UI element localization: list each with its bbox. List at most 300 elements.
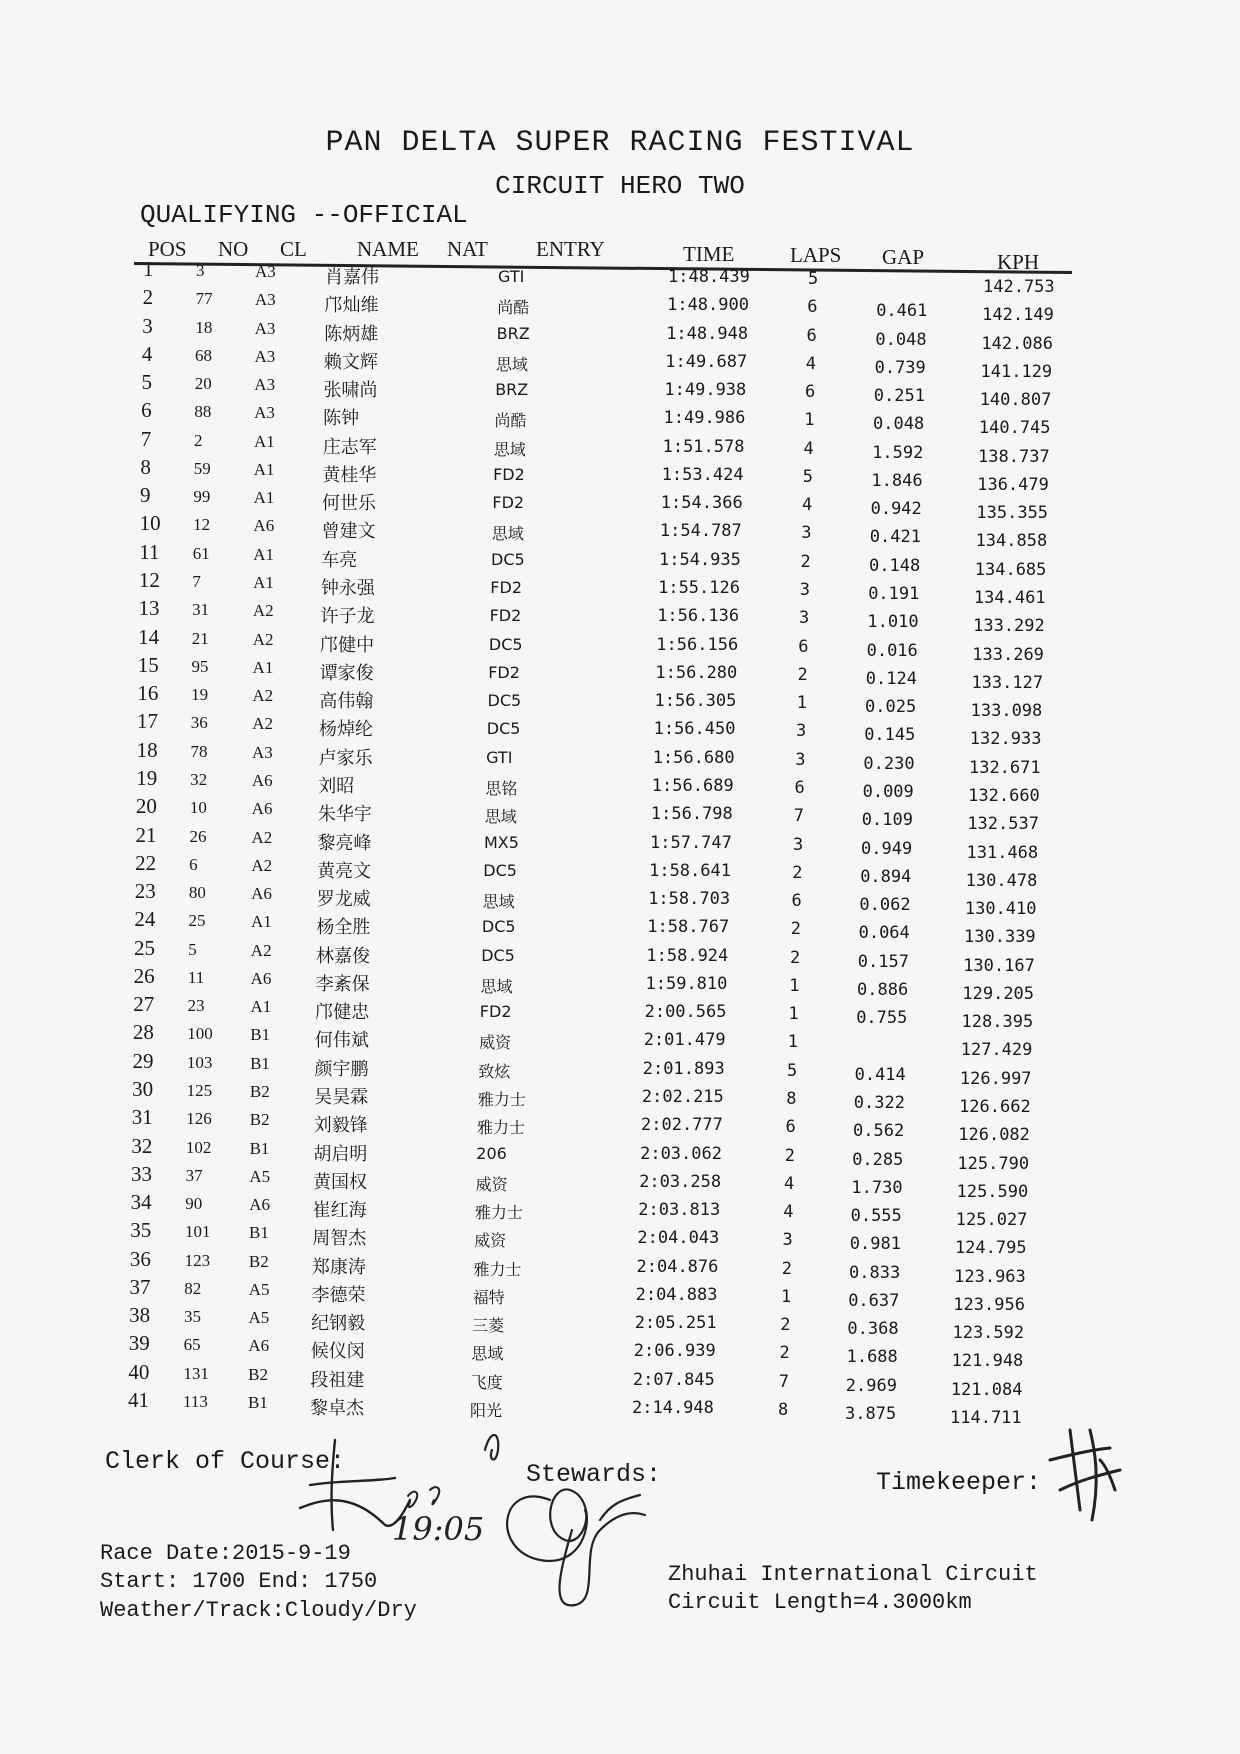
cell-cl: A3 — [254, 290, 276, 310]
cell-pos: 18 — [136, 737, 158, 762]
cell-kph: 121.948 — [951, 1351, 1024, 1372]
cell-entry: BRZ — [496, 323, 530, 343]
cell-name: 黄亮文 — [317, 860, 372, 882]
cell-gap: 0.739 — [874, 357, 926, 378]
cell-name: 胡启明 — [313, 1143, 368, 1165]
cell-kph: 142.149 — [982, 305, 1054, 326]
cell-pos: 30 — [132, 1076, 154, 1101]
cell-name: 邝健忠 — [315, 1002, 370, 1024]
cell-no: 100 — [187, 1024, 213, 1044]
cell-name: 杨全胜 — [316, 917, 371, 939]
cell-no: 10 — [189, 798, 207, 818]
cell-entry: FD2 — [493, 464, 525, 484]
stewards-label: Stewards: — [526, 1460, 662, 1489]
cell-time: 2:00.565 — [644, 1002, 727, 1023]
cell-gap: 0.322 — [853, 1092, 905, 1113]
cell-kph: 126.997 — [959, 1068, 1032, 1089]
cell-laps: 5 — [787, 1060, 798, 1081]
cell-entry: 雅力士 — [473, 1259, 522, 1279]
cell-no: 20 — [194, 374, 212, 394]
cell-time: 1:55.126 — [658, 578, 740, 599]
cell-cl: B1 — [249, 1138, 270, 1158]
cell-no: 90 — [185, 1194, 203, 1214]
cell-time: 1:58.767 — [647, 917, 730, 938]
cell-name: 段祖建 — [310, 1369, 365, 1391]
cell-laps: 5 — [802, 466, 813, 487]
cell-kph: 123.963 — [954, 1266, 1026, 1287]
cell-cl: A1 — [253, 488, 275, 508]
cell-cl: A6 — [251, 770, 273, 790]
cell-kph: 123.592 — [952, 1323, 1025, 1344]
cell-time: 1:56.136 — [657, 606, 740, 627]
cell-cl: B1 — [250, 1025, 271, 1045]
cell-no: 102 — [185, 1137, 212, 1157]
cell-cl: A6 — [250, 968, 272, 988]
cell-gap: 0.191 — [868, 584, 920, 605]
cell-entry: 威资 — [479, 1033, 512, 1053]
cell-time: 2:05.251 — [634, 1313, 717, 1334]
cell-laps: 4 — [802, 495, 813, 516]
cell-name: 谭家俊 — [319, 662, 374, 684]
cell-no: 126 — [186, 1109, 212, 1129]
cell-gap: 0.421 — [869, 527, 921, 548]
cell-time: 1:56.280 — [655, 662, 738, 683]
cell-gap: 0.894 — [860, 866, 912, 887]
cell-kph: 142.086 — [981, 333, 1053, 354]
cell-time: 2:01.893 — [642, 1058, 725, 1079]
cell-name: 张啸尚 — [323, 380, 378, 402]
cell-name: 李紊保 — [315, 973, 370, 995]
cell-entry: FD2 — [492, 493, 525, 513]
cell-pos: 36 — [129, 1246, 151, 1271]
header-no: NO — [218, 237, 249, 261]
cell-laps: 6 — [807, 297, 818, 318]
cell-laps: 2 — [790, 947, 801, 968]
cell-entry: 思域 — [491, 524, 524, 544]
cell-time: 1:48.948 — [666, 323, 749, 344]
cell-laps: 1 — [788, 1004, 799, 1025]
cell-kph: 133.098 — [970, 701, 1043, 722]
cell-cl: A3 — [254, 318, 276, 338]
cell-pos: 10 — [139, 511, 161, 536]
cell-pos: 25 — [134, 935, 155, 960]
start-end: Start: 1700 End: 1750 — [100, 1569, 378, 1594]
cell-entry: FD2 — [479, 1002, 512, 1022]
cell-cl: A6 — [251, 799, 273, 819]
clerk-signature — [290, 1430, 500, 1560]
cell-name: 颜宇鹏 — [314, 1058, 369, 1080]
cell-kph: 125.590 — [956, 1181, 1029, 1202]
cell-kph: 133.269 — [972, 644, 1044, 665]
cell-kph: 124.795 — [954, 1238, 1027, 1259]
cell-entry: MX5 — [484, 832, 519, 852]
cell-laps: 4 — [805, 353, 816, 374]
cell-name: 邝健中 — [320, 634, 375, 656]
cell-time: 1:48.439 — [668, 267, 750, 287]
cell-time: 1:56.156 — [656, 634, 739, 655]
cell-name: 吴昊霖 — [314, 1086, 369, 1108]
header-cl: CL — [280, 237, 307, 261]
cell-laps: 3 — [801, 523, 812, 544]
cell-pos: 3 — [142, 313, 153, 338]
cell-gap: 0.942 — [870, 499, 922, 520]
timekeeper-signature — [1040, 1420, 1130, 1530]
cell-no: 82 — [184, 1278, 202, 1298]
cell-pos: 32 — [131, 1133, 153, 1158]
cell-pos: 17 — [137, 709, 158, 734]
cell-no: 35 — [183, 1307, 201, 1327]
cell-time: 2:07.845 — [632, 1369, 715, 1390]
cell-entry: 尚酷 — [494, 411, 527, 431]
cell-cl: A5 — [249, 1166, 271, 1186]
cell-gap: 0.148 — [869, 555, 921, 576]
cell-no: 5 — [188, 939, 197, 959]
cell-gap: 2.969 — [845, 1375, 897, 1396]
cell-time: 2:03.258 — [639, 1171, 722, 1192]
cell-entry: 思域 — [480, 976, 513, 996]
cell-no: 19 — [191, 685, 209, 705]
cell-name: 卢家乐 — [318, 747, 373, 769]
cell-pos: 27 — [133, 992, 155, 1017]
cell-cl: A2 — [252, 601, 274, 621]
cell-no: 125 — [186, 1080, 213, 1100]
cell-gap: 1.010 — [867, 612, 919, 633]
cell-gap: 0.886 — [857, 979, 909, 1000]
cell-laps: 6 — [806, 325, 817, 346]
cell-time: 1:56.798 — [650, 804, 733, 825]
cell-cl: B2 — [249, 1110, 270, 1130]
cell-gap: 0.064 — [858, 923, 910, 944]
cell-pos: 39 — [128, 1331, 150, 1356]
cell-no: 26 — [189, 826, 207, 846]
cell-time: 1:57.747 — [650, 832, 732, 853]
cell-kph: 132.671 — [968, 757, 1041, 778]
cell-gap: 0.414 — [854, 1064, 906, 1085]
cell-cl: B1 — [250, 1053, 270, 1073]
cell-laps: 6 — [805, 382, 816, 403]
cell-laps: 2 — [784, 1145, 795, 1166]
cell-entry: DC5 — [486, 719, 521, 739]
header-pos: POS — [148, 237, 187, 261]
cell-pos: 21 — [135, 822, 157, 847]
cell-gap: 0.109 — [861, 810, 913, 831]
cell-no: 25 — [188, 911, 206, 931]
cell-no: 123 — [184, 1250, 211, 1270]
cell-entry: GTI — [498, 267, 525, 286]
cell-no: 18 — [195, 317, 213, 337]
cell-name: 朱华宇 — [317, 804, 372, 826]
cell-gap: 0.833 — [849, 1262, 901, 1283]
cell-cl: A1 — [250, 997, 272, 1017]
cell-laps: 2 — [792, 862, 803, 883]
cell-entry: 思铭 — [485, 778, 518, 798]
cell-kph: 135.355 — [976, 503, 1049, 524]
cell-kph: 132.537 — [967, 814, 1039, 835]
cell-time: 1:49.986 — [663, 408, 746, 429]
cell-laps: 5 — [808, 269, 819, 289]
cell-name: 刘昭 — [318, 775, 355, 797]
cell-entry: 雅力士 — [474, 1203, 523, 1223]
cell-kph: 129.205 — [962, 983, 1035, 1004]
cell-pos: 8 — [140, 454, 151, 479]
cell-no: 78 — [190, 741, 208, 761]
cell-gap: 0.562 — [853, 1121, 905, 1142]
stewards-signature — [480, 1420, 660, 1620]
cell-no: 23 — [187, 996, 205, 1016]
cell-name: 纪钢毅 — [311, 1313, 366, 1335]
cell-pos: 35 — [130, 1218, 152, 1243]
header-laps: LAPS — [790, 243, 842, 267]
cell-entry: FD2 — [489, 606, 522, 626]
cell-kph: 125.027 — [955, 1210, 1028, 1231]
cell-gap: 1.688 — [846, 1347, 898, 1368]
cell-pos: 23 — [134, 879, 156, 904]
cell-pos: 40 — [128, 1359, 150, 1384]
cell-cl: A2 — [252, 629, 274, 649]
cell-entry: 思域 — [482, 892, 515, 912]
cell-pos: 41 — [128, 1388, 149, 1412]
cell-name: 车亮 — [321, 549, 358, 571]
cell-laps: 7 — [778, 1371, 789, 1392]
cell-no: 36 — [190, 713, 208, 733]
cell-time: 2:04.876 — [636, 1256, 719, 1277]
cell-gap: 0.157 — [857, 951, 909, 972]
cell-time: 1:56.689 — [651, 775, 734, 796]
cell-time: 1:53.424 — [661, 464, 744, 485]
timekeeper-label: Timekeeper: — [876, 1468, 1042, 1497]
cell-kph: 136.479 — [977, 474, 1049, 495]
cell-time: 1:54.935 — [659, 549, 741, 570]
weather-track: Weather/Track:Cloudy/Dry — [100, 1598, 417, 1623]
cell-name: 陈炳雄 — [324, 323, 379, 345]
cell-pos: 2 — [142, 285, 154, 310]
cell-no: 80 — [188, 883, 206, 903]
cell-entry: DC5 — [491, 549, 525, 569]
cell-name: 李德荣 — [311, 1284, 366, 1306]
cell-cl: A6 — [249, 1195, 270, 1215]
cell-laps: 1 — [787, 1032, 798, 1053]
cell-name: 赖文辉 — [323, 351, 378, 373]
cell-laps: 4 — [784, 1173, 795, 1194]
cell-kph: 127.429 — [960, 1040, 1033, 1061]
cell-no: 77 — [195, 289, 213, 309]
event-title: PAN DELTA SUPER RACING FESTIVAL — [325, 126, 915, 160]
cell-entry: 福特 — [472, 1287, 505, 1307]
cell-time: 2:03.062 — [640, 1143, 722, 1164]
cell-laps: 1 — [796, 693, 807, 714]
cell-kph: 132.933 — [969, 729, 1042, 750]
cell-time: 2:04.883 — [635, 1284, 718, 1305]
cell-time: 1:58.703 — [648, 889, 731, 910]
cell-kph: 123.956 — [953, 1294, 1025, 1315]
cell-pos: 5 — [141, 370, 152, 395]
cell-cl: A2 — [251, 827, 273, 847]
cell-time: 1:58.641 — [649, 860, 731, 881]
cell-gap: 0.637 — [848, 1290, 900, 1311]
cell-no: 3 — [196, 261, 205, 280]
cell-pos: 26 — [133, 963, 155, 988]
cell-gap: 1.592 — [872, 442, 924, 463]
cell-time: 1:56.305 — [654, 691, 737, 712]
cell-kph: 134.858 — [975, 531, 1048, 552]
cell-time: 1:56.680 — [652, 747, 735, 768]
cell-no: 37 — [185, 1165, 203, 1185]
cell-time: 2:04.043 — [637, 1228, 720, 1249]
cell-cl: A1 — [253, 459, 275, 479]
cell-no: 61 — [192, 543, 210, 563]
cell-kph: 141.129 — [980, 361, 1053, 382]
cell-laps: 1 — [804, 410, 815, 431]
cell-no: 101 — [184, 1222, 211, 1242]
cell-time: 1:51.578 — [662, 436, 745, 457]
cell-entry: 思域 — [484, 807, 517, 827]
cell-gap: 0.285 — [852, 1149, 904, 1170]
cell-entry: 雅力士 — [477, 1118, 526, 1138]
cell-kph: 121.084 — [950, 1379, 1023, 1400]
cell-kph: 133.127 — [971, 672, 1044, 693]
cell-laps: 3 — [795, 749, 806, 770]
cell-entry: 思域 — [495, 354, 528, 374]
circuit-length: Circuit Length=4.3000km — [668, 1590, 972, 1615]
cell-kph: 140.807 — [979, 390, 1052, 411]
cell-kph: 132.660 — [968, 785, 1040, 806]
cell-pos: 15 — [137, 652, 159, 677]
cell-laps: 2 — [779, 1343, 790, 1364]
cell-cl: A5 — [248, 1308, 270, 1328]
cell-no: 32 — [190, 769, 208, 789]
cell-time: 1:56.450 — [653, 719, 736, 740]
cell-name: 高伟翰 — [319, 691, 374, 713]
cell-pos: 6 — [141, 398, 152, 423]
cell-cl: B2 — [248, 1251, 269, 1271]
cell-laps: 6 — [794, 777, 805, 798]
header-name: NAME — [357, 237, 419, 261]
cell-pos: 1 — [143, 257, 154, 281]
cell-cl: A3 — [254, 375, 276, 395]
cell-name: 罗龙威 — [316, 889, 371, 911]
cell-laps: 4 — [803, 438, 814, 459]
cell-cl: A1 — [253, 431, 275, 451]
svg-text:19:05: 19:05 — [392, 1510, 485, 1548]
cell-no: 12 — [193, 515, 211, 535]
cell-cl: A2 — [251, 855, 273, 875]
cell-time: 2:03.813 — [638, 1200, 721, 1221]
cell-cl: A3 — [252, 742, 273, 762]
cell-gap: 0.251 — [873, 386, 925, 407]
cell-pos: 37 — [129, 1274, 151, 1299]
cell-laps: 3 — [796, 721, 807, 742]
cell-no: 113 — [183, 1392, 208, 1411]
cell-gap: 1.846 — [871, 470, 923, 491]
session-title: QUALIFYING --OFFICIAL — [140, 200, 468, 230]
clerk-label: Clerk of Course: — [105, 1447, 346, 1476]
cell-gap: 0.555 — [850, 1206, 902, 1227]
cell-no: 68 — [195, 345, 213, 365]
cell-entry: 尚酷 — [497, 298, 530, 318]
cell-laps: 3 — [799, 608, 810, 629]
cell-name: 陈钟 — [323, 408, 360, 430]
cell-laps: 8 — [778, 1400, 789, 1420]
cell-cl: A2 — [252, 686, 274, 706]
cell-cl: B1 — [249, 1223, 269, 1243]
cell-pos: 24 — [134, 907, 156, 932]
cell-time: 1:48.900 — [667, 295, 749, 316]
cell-entry: 思域 — [471, 1344, 504, 1364]
cell-entry: 雅力士 — [477, 1089, 526, 1109]
cell-kph: 130.167 — [963, 955, 1035, 976]
cell-pos: 16 — [137, 681, 159, 706]
cell-no: 6 — [189, 854, 198, 874]
cell-time: 1:54.787 — [659, 521, 742, 542]
cell-entry: DC5 — [481, 945, 515, 965]
cell-time: 1:54.366 — [660, 493, 743, 514]
cell-laps: 2 — [797, 664, 808, 685]
cell-name: 庄志军 — [322, 436, 377, 458]
cell-pos: 22 — [135, 850, 157, 875]
cell-name: 黄桂华 — [322, 464, 377, 486]
cell-name: 曾建文 — [321, 521, 376, 543]
cell-cl: B2 — [249, 1081, 270, 1101]
cell-name: 肖嘉伟 — [325, 267, 379, 288]
cell-entry: FD2 — [490, 578, 522, 598]
cell-pos: 19 — [136, 765, 158, 790]
cell-cl: A6 — [251, 884, 272, 904]
cell-gap: 0.016 — [866, 640, 918, 661]
cell-no: 99 — [193, 487, 211, 507]
cell-name: 黎卓杰 — [310, 1398, 364, 1419]
cell-cl: A3 — [254, 403, 275, 423]
cell-laps: 6 — [785, 1117, 796, 1138]
cell-no: 2 — [194, 430, 203, 450]
header-entry: ENTRY — [536, 237, 605, 261]
cell-no: 59 — [193, 458, 211, 478]
cell-entry: 致炫 — [478, 1061, 511, 1081]
cell-laps: 6 — [798, 636, 809, 657]
cell-pos: 14 — [138, 624, 160, 649]
cell-name: 黄国权 — [313, 1171, 367, 1193]
cell-laps: 2 — [781, 1258, 792, 1279]
cell-gap: 0.368 — [847, 1319, 899, 1340]
cell-entry: 206 — [476, 1143, 507, 1163]
cell-pos: 7 — [140, 426, 152, 451]
cell-entry: DC5 — [488, 634, 523, 654]
cell-no: 131 — [183, 1363, 209, 1383]
header-nat: NAT — [447, 237, 488, 261]
cell-entry: DC5 — [483, 860, 517, 880]
cell-pos: 20 — [135, 794, 157, 819]
cell-kph: 138.737 — [978, 446, 1050, 467]
cell-no: 31 — [192, 600, 210, 620]
cell-no: 65 — [183, 1335, 201, 1355]
cell-no: 103 — [186, 1052, 213, 1072]
cell-name: 崔红海 — [312, 1200, 367, 1222]
cell-name: 刘毅锋 — [313, 1115, 368, 1137]
event-subtitle: CIRCUIT HERO TWO — [495, 171, 745, 201]
cell-laps: 8 — [786, 1088, 797, 1109]
cell-gap: 0.062 — [859, 895, 911, 916]
cell-time: 2:02.777 — [641, 1115, 723, 1136]
cell-no: 95 — [191, 656, 209, 676]
cell-gap: 0.124 — [865, 668, 917, 689]
cell-gap: 1.730 — [851, 1177, 903, 1198]
cell-entry: 三菱 — [472, 1316, 505, 1336]
header-gap: GAP — [882, 245, 925, 269]
cell-time: 1:49.938 — [664, 380, 747, 401]
race-date: Race Date:2015-9-19 — [100, 1541, 351, 1566]
cell-cl: A3 — [254, 346, 276, 366]
cell-laps: 1 — [789, 975, 800, 996]
cell-entry: DC5 — [481, 917, 516, 937]
